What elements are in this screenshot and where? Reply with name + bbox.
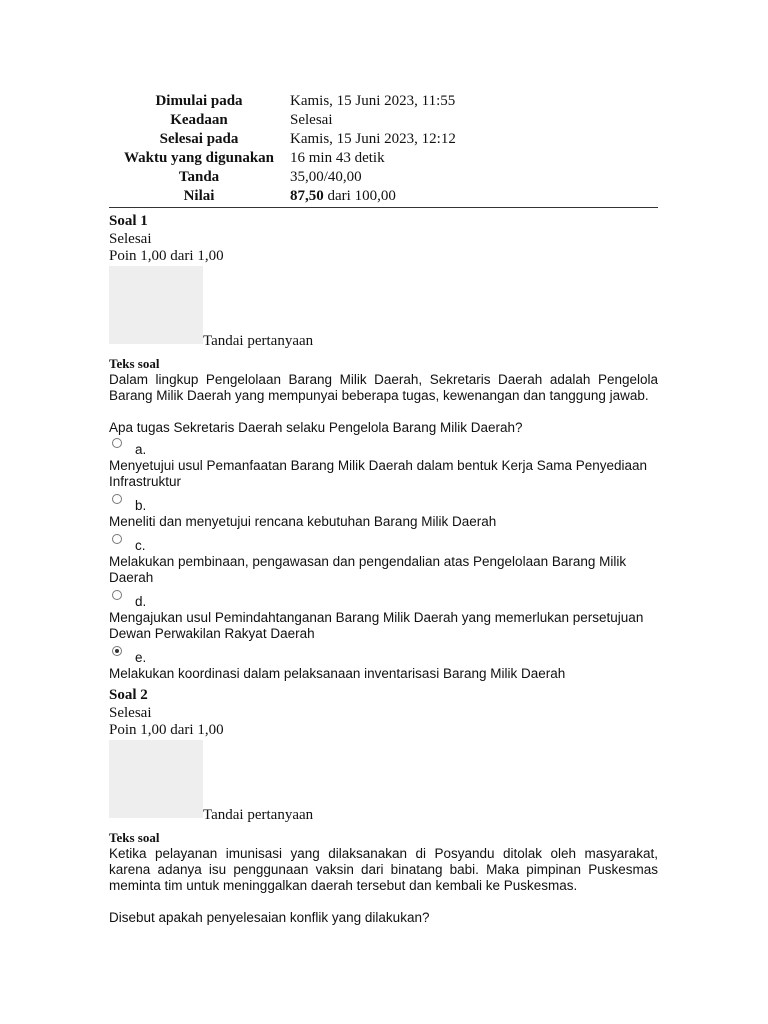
grade-out-of: dari 100,00 xyxy=(323,188,396,204)
question-2 xyxy=(109,686,658,926)
answer-option-d[interactable] xyxy=(109,588,658,642)
question-title: Soal 1 xyxy=(109,213,148,229)
summary-row-state xyxy=(109,111,658,130)
question-text-label: Teks soal xyxy=(109,356,160,371)
option-letter: e. xyxy=(135,650,147,665)
summary-row-completed xyxy=(109,130,658,149)
answer-option-a[interactable] xyxy=(109,436,658,490)
flag-icon[interactable] xyxy=(109,266,203,344)
summary-value: 35,00/40,00 xyxy=(290,169,362,185)
question-text: Dalam lingkup Pengelolaan Barang Milik Daerah, Sekretaris Daerah adalah Pengelola Barang Milik Daerah yang mempunyai beberapa tugas, kewenangan dan tanggung jawab. xyxy=(109,372,658,403)
summary-row-grade xyxy=(109,187,658,206)
option-text: Meneliti dan menyetujui rencana kebutuhan Barang Milik Daerah xyxy=(109,514,497,529)
summary-label: Keadaan xyxy=(170,112,228,128)
option-letter: d. xyxy=(135,594,147,609)
question-points: Poin 1,00 dari 1,00 xyxy=(109,248,224,264)
divider xyxy=(109,207,658,208)
radio-option-a[interactable] xyxy=(112,438,122,448)
flag-question[interactable] xyxy=(109,266,658,352)
option-text: Mengajukan usul Pemindahtanganan Barang Milik Daerah yang memerlukan persetujuan Dewan Perwakilan Rakyat Daerah xyxy=(109,610,644,641)
summary-label: Dimulai pada xyxy=(155,93,243,109)
summary-value: Selesai xyxy=(290,112,333,128)
summary-label: Waktu yang digunakan xyxy=(123,150,275,166)
option-letter: a. xyxy=(135,442,147,457)
flag-question-link[interactable]: Tandai pertanyaan xyxy=(203,333,314,349)
quiz-review-page xyxy=(109,92,658,926)
summary-row-started xyxy=(109,92,658,111)
attempt-summary-table xyxy=(109,92,658,206)
question-prompt: Apa tugas Sekretaris Daerah selaku Pengelola Barang Milik Daerah? xyxy=(109,420,523,435)
summary-value xyxy=(289,187,658,206)
question-state: Selesai xyxy=(109,231,152,247)
radio-option-c[interactable] xyxy=(112,534,122,544)
answer-option-b[interactable] xyxy=(109,492,658,530)
flag-question-link[interactable]: Tandai pertanyaan xyxy=(203,807,314,823)
flag-question[interactable] xyxy=(109,740,658,826)
option-letter: b. xyxy=(135,498,147,513)
question-title: Soal 2 xyxy=(109,687,148,703)
question-state: Selesai xyxy=(109,705,152,721)
question-prompt: Disebut apakah penyelesaian konflik yang dilakukan? xyxy=(109,910,430,925)
question-text: Ketika pelayanan imunisasi yang dilaksanakan di Posyandu ditolak oleh masyarakat, karena adanya isu penggunaan vaksin dari binatang babi. Maka pimpinan Puskesmas meminta tim untuk meninggalkan daerah tersebut dan kembali ke Puskesmas. xyxy=(109,846,658,893)
summary-value: Kamis, 15 Juni 2023, 12:12 xyxy=(290,131,456,147)
option-text: Melakukan pembinaan, pengawasan dan pengendalian atas Pengelolaan Barang Milik Daerah xyxy=(109,554,627,585)
question-text-label: Teks soal xyxy=(109,830,160,845)
answer-option-c[interactable] xyxy=(109,532,658,586)
question-1 xyxy=(109,212,658,682)
radio-option-b[interactable] xyxy=(112,494,122,504)
grade-score: 87,50 xyxy=(290,188,324,204)
option-text: Menyetujui usul Pemanfaatan Barang Milik Daerah dalam bentuk Kerja Sama Penyediaan Infrastruktur xyxy=(109,458,648,489)
radio-option-d[interactable] xyxy=(112,590,122,600)
answer-option-e[interactable] xyxy=(109,644,658,682)
summary-value: Kamis, 15 Juni 2023, 11:55 xyxy=(290,93,456,109)
answer-options xyxy=(109,436,658,682)
summary-label: Selesai pada xyxy=(159,131,239,147)
summary-label: Nilai xyxy=(183,188,215,204)
option-text: Melakukan koordinasi dalam pelaksanaan inventarisasi Barang Milik Daerah xyxy=(109,666,566,681)
radio-option-e-selected[interactable] xyxy=(112,646,122,656)
summary-row-marks xyxy=(109,168,658,187)
question-points: Poin 1,00 dari 1,00 xyxy=(109,722,224,738)
summary-value: 16 min 43 detik xyxy=(290,150,385,166)
flag-icon[interactable] xyxy=(109,740,203,818)
option-letter: c. xyxy=(135,538,146,553)
summary-label: Tanda xyxy=(178,169,220,185)
summary-row-time-taken xyxy=(109,149,658,168)
